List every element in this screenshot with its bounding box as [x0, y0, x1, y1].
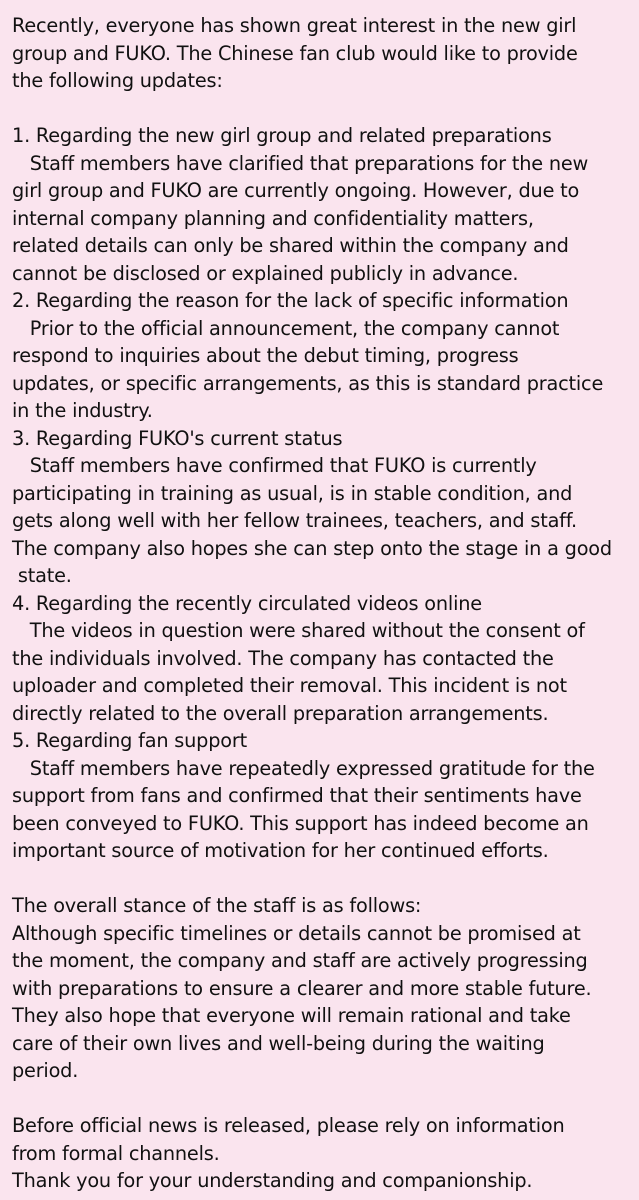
stance-body-line-5: care of their own lives and well-being during the waiting: [12, 1031, 545, 1055]
stance-body-line-2: the moment, the company and staff are actively progressing: [12, 949, 588, 972]
section-1-body-line-3: internal company planning and confidentiality matters,: [12, 206, 534, 230]
stance-heading: The overall stance of the staff is as follows:: [12, 894, 422, 917]
stance-body-line-3: with preparations to ensure a clearer and more stable future.: [12, 976, 592, 1000]
section-1-body-line-5: cannot be disclosed or explained publicly in advance.: [12, 261, 519, 285]
section-5-body-line-1: Staff members have repeatedly expressed gratitude for the: [12, 756, 595, 780]
intro-line-2: group and FUKO. The Chinese fan club would like to provide: [12, 41, 578, 65]
section-1-body-line-4: related details can only be shared within the company and: [12, 234, 569, 257]
section-5-body-line-4: important source of motivation for her continued efforts.: [12, 839, 549, 862]
section-4-body-line-1: The videos in question were shared without the consent of: [12, 619, 585, 642]
section-1-body-line-2: girl group and FUKO are currently ongoing. However, due to: [12, 179, 580, 202]
closing-line-2: from formal channels.: [12, 1141, 220, 1165]
section-2-body-line-3: updates, or specific arrangements, as this is standard practice: [12, 371, 604, 395]
section-2-body-line-1: Prior to the official announcement, the company cannot: [12, 316, 560, 340]
section-3-body-line-4: The company also hopes she can step onto the stage in a good: [12, 536, 612, 560]
section-2-body-line-2: respond to inquiries about the debut timing, progress: [12, 344, 519, 367]
section-3-body-line-5: state.: [12, 564, 72, 587]
section-5-body-line-3: been conveyed to FUKO. This support has indeed become an: [12, 811, 589, 835]
section-3-body-line-3: gets along well with her fellow trainees, teachers, and staff.: [12, 509, 577, 532]
section-4-body-line-3: uploader and completed their removal. This incident is not: [12, 674, 567, 697]
section-1-body-line-1: Staff members have clarified that preparations for the new: [12, 151, 589, 175]
section-3-body-line-2: participating in training as usual, is in stable condition, and: [12, 481, 573, 505]
blank-line: [12, 1085, 631, 1113]
section-4-body-line-4: directly related to the overall preparation arrangements.: [12, 701, 549, 725]
intro-line-3: the following updates:: [12, 69, 223, 92]
section-4-body-line-2: the individuals involved. The company has contacted the: [12, 646, 554, 670]
stance-body-line-1: Although specific timelines or details cannot be promised at: [12, 921, 581, 945]
stance-body-line-6: period.: [12, 1059, 79, 1082]
blank-line: [12, 865, 631, 893]
stance-body-line-4: They also hope that everyone will remain rational and take: [12, 1004, 571, 1027]
section-3-heading: 3. Regarding FUKO's current status: [12, 426, 343, 450]
intro-line-1: Recently, everyone has shown great interest in the new girl: [12, 14, 577, 37]
section-4-heading: 4. Regarding the recently circulated videos online: [12, 591, 482, 615]
section-3-body-line-1: Staff members have confirmed that FUKO is currently: [12, 454, 537, 477]
section-2-body-line-4: in the industry.: [12, 399, 153, 422]
section-5-heading: 5. Regarding fan support: [12, 729, 247, 752]
section-2-heading: 2. Regarding the reason for the lack of specific information: [12, 289, 569, 312]
blank-line: [12, 95, 631, 123]
closing-line-1: Before official news is released, please rely on information: [12, 1114, 565, 1137]
section-5-body-line-2: support from fans and confirmed that their sentiments have: [12, 784, 582, 807]
section-1-heading: 1. Regarding the new girl group and related preparations: [12, 124, 552, 147]
closing-line-3: Thank you for your understanding and companionship.: [12, 1169, 533, 1192]
